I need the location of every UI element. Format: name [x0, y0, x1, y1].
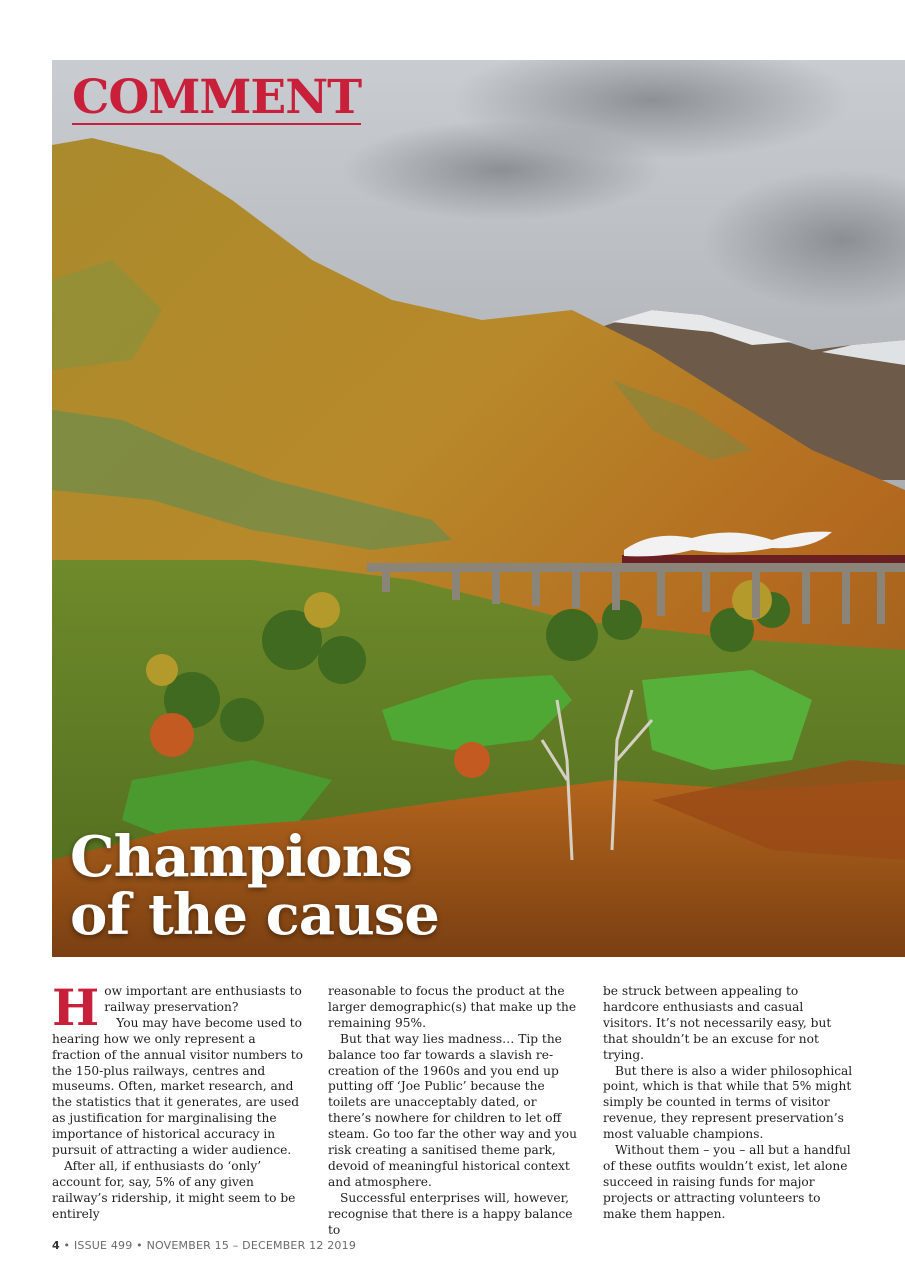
section-label: COMMENT	[72, 70, 362, 125]
body-column-2	[328, 984, 580, 1239]
lead-paragraph-text: ow important are enthusiasts to railway preservation?	[104, 984, 302, 1014]
issue-number: ISSUE 499	[73, 1239, 133, 1252]
body-column-1	[52, 978, 304, 1223]
body-paragraph: You may have become used to hearing how we only represent a fraction of the annual visitor numbers to the 150-plus railways, centres and museums. Often, market research, and the statistics that it generates, are used as justification for marginalising the importance of historical accuracy in pursuit of attracting a wider audience.	[52, 1015, 304, 1158]
body-paragraph: Without them – you – all but a handful of these outfits wouldn’t exist, let alone succeed in raising funds for major projects or attracting volunteers to make them happen.	[603, 1143, 851, 1221]
page-folio: 4 • ISSUE 499 • NOVEMBER 15 – DECEMBER 12 2019	[52, 1239, 357, 1252]
dropcap-letter: H	[52, 978, 100, 1037]
lead-paragraph	[52, 978, 304, 1037]
headline	[70, 824, 570, 948]
issue-dates: NOVEMBER 15 – DECEMBER 12 2019	[146, 1239, 357, 1252]
body-paragraph: be struck between appealing to hardcore enthusiasts and casual visitors. It’s not necessarily easy, but that shouldn’t be an excuse for not trying.	[603, 984, 832, 1062]
body-paragraph: After all, if enthusiasts do ‘only’ account for, say, 5% of any given railway’s ridership, it might seem to be entirely	[52, 1158, 296, 1221]
body-paragraph: But there is also a wider philosophical point, which is that while that 5% might simply be counted in terms of visitor revenue, they represent preservation’s most valuable champions.	[603, 1063, 853, 1142]
body-column-3	[603, 984, 855, 1223]
headline-line-2: of the cause	[70, 882, 439, 948]
page-number: 4	[52, 1239, 60, 1252]
body-paragraph: reasonable to focus the product at the larger demographic(s) that make up the remaining 95%.	[328, 984, 577, 1030]
landscape-illustration	[52, 60, 905, 957]
body-paragraph: But that way lies madness… Tip the balance too far towards a slavish re-creation of the 1960s and you end up putting off ‘Joe Public’ because the toilets are unacceptably dated, or there’s nowhere for children to let off steam. Go too far the other way and you risk creating a sanitised theme park, devoid of meaningful historical context and atmosphere.	[328, 1031, 577, 1189]
body-paragraph: Successful enterprises will, however, recognise that there is a happy balance to	[328, 1190, 573, 1237]
headline-line-1: Champions	[70, 824, 412, 890]
hero-photo	[52, 60, 905, 957]
